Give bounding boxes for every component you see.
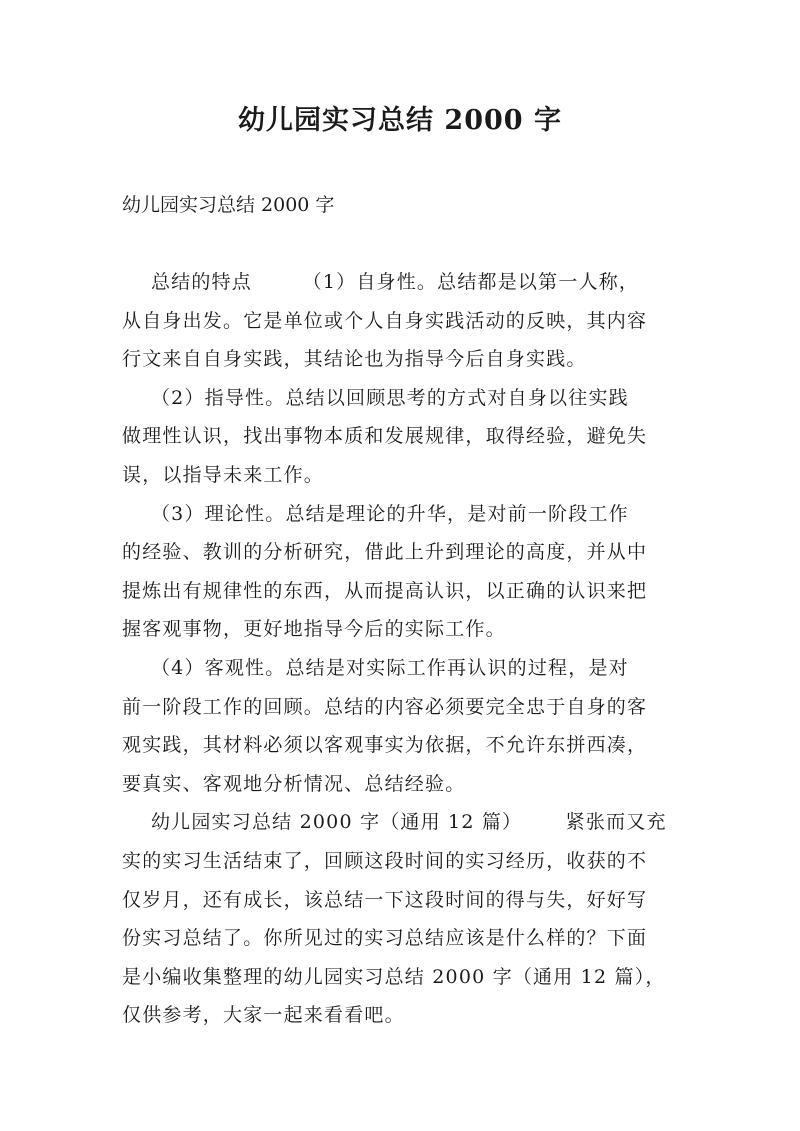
document-subtitle: 幼儿园实习总结 2000 字 xyxy=(122,194,335,216)
text-line: 做理性认识，找出事物本质和发展规律，取得经验，避免失 xyxy=(122,425,648,448)
text-line: 从自身出发。它是单位或个人自身实践活动的反映，其内容 xyxy=(122,309,648,332)
text-line: 仅供参考，大家一起来看看吧。 xyxy=(122,1004,405,1027)
text-line: 幼儿园实习总结 2000 字（通用 12 篇） 紧张而又充 xyxy=(122,811,667,834)
text-line: （3）理论性。总结是理论的升华，是对前一阶段工作 xyxy=(122,502,629,525)
text-line: 总结的特点 （1）自身性。总结都是以第一人称， xyxy=(122,271,640,293)
document-body xyxy=(122,263,682,1035)
text-line: 的经验、教训的分析研究，借此上升到理论的高度，并从中 xyxy=(122,541,648,564)
text-line: 误，以指导未来工作。 xyxy=(122,463,325,486)
text-line: （4）客观性。总结是对实际工作再认识的过程，是对 xyxy=(122,656,629,679)
text-line: 要真实、客观地分析情况、总结经验。 xyxy=(122,772,466,795)
text-line: 实的实习生活结束了，回顾这段时间的实习经历，收获的不 xyxy=(122,849,648,872)
text-line: 观实践，其材料必须以客观事实为依据，不允许东拼西凑， xyxy=(122,734,648,757)
text-line: 握客观事物，更好地指导今后的实际工作。 xyxy=(122,618,506,641)
text-line: 提炼出有规律性的东西，从而提高认识，以正确的认识来把 xyxy=(122,579,648,602)
text-line: （2）指导性。总结以回顾思考的方式对自身以往实践 xyxy=(122,386,629,409)
text-line: 是小编收集整理的幼儿园实习总结 2000 字（通用 12 篇）， xyxy=(122,965,666,988)
document-title: 幼儿园实习总结 2000 字 xyxy=(238,105,562,136)
text-line: 份实习总结了。你所见过的实习总结应该是什么样的？下面 xyxy=(122,927,648,950)
text-line: 前一阶段工作的回顾。总结的内容必须要完全忠于自身的客 xyxy=(122,695,648,718)
text-line: 仅岁月，还有成长，该总结一下这段时间的得与失，好好写 xyxy=(122,888,648,911)
text-line: 行文来自自身实践，其结论也为指导今后自身实践。 xyxy=(122,348,587,371)
